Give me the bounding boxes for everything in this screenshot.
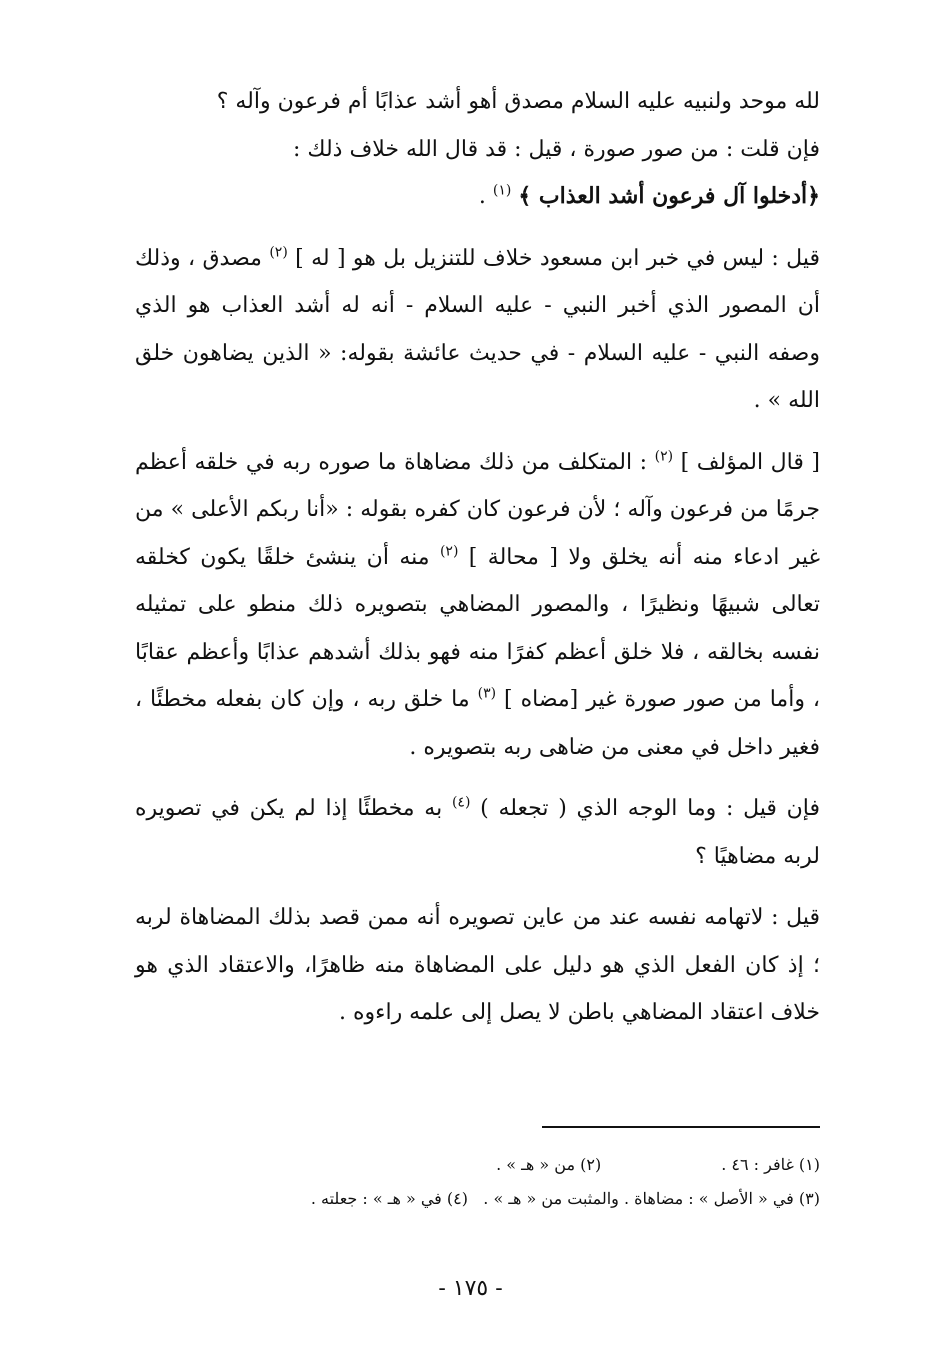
footnote-row-1 xyxy=(135,1148,820,1182)
footnote-3: (٣) في « الأصل » : مضاهاة . والمثبت من « هـ » . xyxy=(483,1189,820,1208)
footnote-ref-2: (٢) xyxy=(269,244,288,261)
footnote-2: (٢) من « هـ » . xyxy=(496,1155,602,1174)
footnote-row-2 xyxy=(135,1182,820,1216)
paragraph-5-text: قيل : لاتهامه نفسه عند من عاين تصويره أنه ممن قصد بذلك المضاهاة لربه ؛ إذ كان الفعل الذي هو دليل على المضاهاة منه ظاهرًا، والاعتقاد الذي هو خلاف اعتقاد المضاهي باطن لا يصل إلى علمه راءوه . xyxy=(135,905,820,1025)
paragraph-3-text-b: : المتكلف من ذلك مضاهاة ما صوره ربه في خلقه أعظم جرمًا من فرعون وآله ؛ لأن فرعون كان كفره بقوله : «أنا ربكم الأعلى » من غير ادعاء منه أنه يخلق ولا [ محالة ] xyxy=(135,449,820,570)
footnotes xyxy=(135,1148,820,1216)
footnote-4: (٤) في « هـ » : جعلته . xyxy=(310,1189,468,1208)
paragraph-4 xyxy=(135,785,820,880)
paragraph-3-text-a: [ قال المؤلف ] xyxy=(680,449,820,475)
paragraph-3-text-d: ما خلق ربه ، وإن كان بفعله مخطئًا ، فغير داخل في معنى من ضاهى ربه بتصويره . xyxy=(135,687,820,760)
footnote-ref-4: (٤) xyxy=(451,794,471,811)
footnote-ref-2: (٢) xyxy=(439,543,459,560)
page-number: - ١٧٥ - xyxy=(438,1276,503,1301)
paragraph-3 xyxy=(135,439,820,772)
paragraph-2-text-b: مصدق ، وذلك أن المصور الذي أخبر النبي - عليه السلام - أنه له أشد العذاب هو الذي وصفه النبي - عليه السلام - في حديث عائشة بقوله: « الذين يضاهون خلق الله » . xyxy=(135,245,820,413)
footnote-ref-2: (٢) xyxy=(654,448,674,465)
paragraph-4-text-b: به مخطئًا إذا لم يكن في تصويره لربه مضاهيًا ؟ xyxy=(135,796,820,869)
paragraph-1 xyxy=(135,78,820,221)
footnote-ref-3: (٣) xyxy=(477,685,497,702)
footnote-divider xyxy=(542,1126,820,1128)
quote-end: . xyxy=(478,184,493,209)
paragraph-4-text-a: فإن قيل : وما الوجه الذي ( تجعله ) xyxy=(480,796,820,821)
paragraph-1-line-2: فإن قلت : من صور صورة ، قيل : قد قال الله خلاف ذلك : xyxy=(293,136,820,162)
paragraph-5 xyxy=(135,894,820,1037)
page-body xyxy=(135,78,820,1037)
quran-quote: ﴿أدخلوا آل فرعون أشد العذاب ﴾ xyxy=(518,183,820,209)
paragraph-2 xyxy=(135,235,820,425)
paragraph-1-line-1: لله موحد ولنبيه عليه السلام مصدق أهو أشد عذابًا أم فرعون وآله ؟ xyxy=(216,89,820,114)
footnote-1: (١) غافر : ٤٦ . xyxy=(721,1155,820,1174)
paragraph-3-text-c: منه أن ينشئ خلقًا يكون كخلقه تعالى شبيهًا ونظيرًا ، والمصور المضاهي بتصويره ذلك منطو على تمثيله نفسه بخالقه ، فلا خلق أعظم كفرًا منه فهو بذلك أشدهم عذابًا وأعظم عقابًا ، وأما من صور صورة غير [مضاه ] xyxy=(135,544,820,712)
paragraph-2-text-a: قيل : ليس في خبر ابن مسعود خلاف للتنزيل بل هو [ له ] xyxy=(295,245,821,271)
footnote-ref-1: (١) xyxy=(492,182,512,199)
